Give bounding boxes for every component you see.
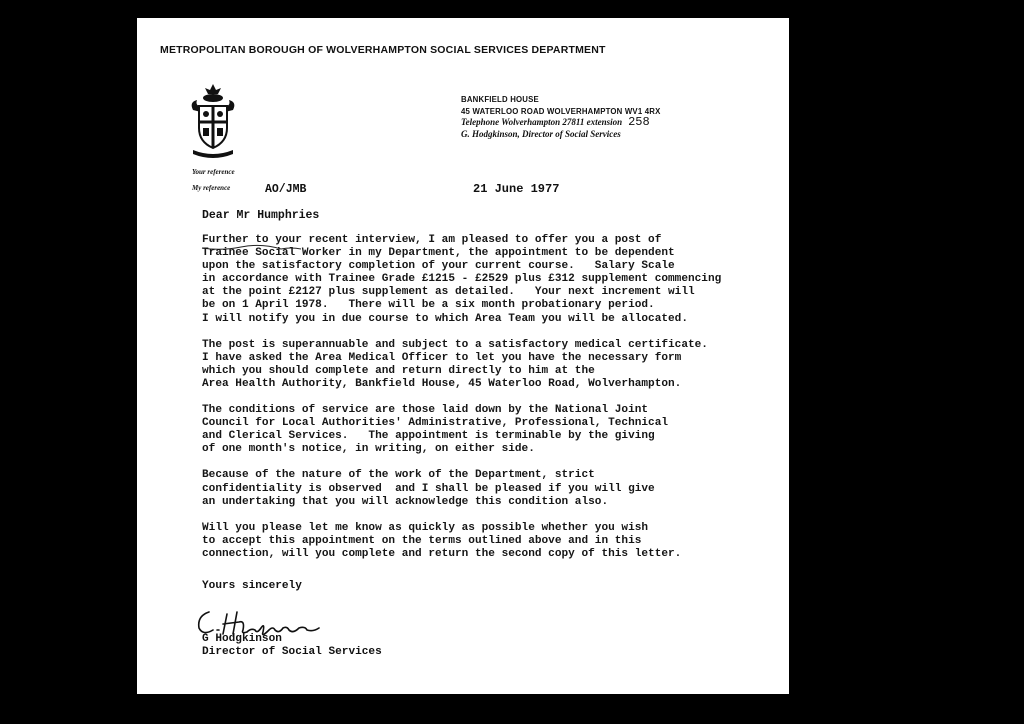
- telephone-label: Telephone Wolverhampton 27811 extension: [461, 117, 623, 127]
- closing: Yours sincerely: [202, 580, 302, 592]
- body-line: The conditions of service are those laid down by the National Joint: [202, 404, 649, 417]
- body-line: be on 1 April 1978. There will be a six month probationary period.: [202, 299, 655, 312]
- director-line: G. Hodgkinson, Director of Social Services: [461, 128, 621, 139]
- paragraph-acceptance: [202, 522, 782, 561]
- my-reference-label: My reference: [192, 184, 231, 192]
- telephone-line: [461, 117, 661, 129]
- signatory-name: G Hodgkinson: [202, 633, 282, 645]
- signatory-block: [202, 633, 382, 659]
- paragraph-offer: [202, 234, 782, 326]
- salutation: Dear Mr Humphries: [202, 209, 320, 222]
- paragraph-conditions: [202, 404, 782, 456]
- body-line: in accordance with Trainee Grade £1215 - £2529 plus £312 supplement commencing: [202, 273, 722, 286]
- letter-page: [137, 18, 789, 694]
- your-reference-label: Your reference: [192, 168, 235, 176]
- body-line: I will notify you in due course to which Area Team you will be allocated.: [202, 312, 688, 325]
- telephone-extension: 258: [628, 115, 650, 129]
- body-line: I have asked the Area Medical Officer to let you have the necessary form: [202, 351, 682, 364]
- body-line: Area Health Authority, Bankfield House, 45 Waterloo Road, Wolverhampton.: [202, 377, 682, 390]
- address-line-1: BANKFIELD HOUSE: [461, 95, 539, 104]
- body-line: Further to your recent interview, I am pleased to offer you a post of: [202, 234, 662, 246]
- letterhead-address: [461, 94, 661, 140]
- paragraph-medical: [202, 339, 782, 391]
- signatory-title: Director of Social Services: [202, 646, 382, 658]
- body-line: The post is superannuable and subject to a satisfactory medical certificate.: [202, 338, 708, 351]
- letter-date: 21 June 1977: [473, 182, 560, 196]
- body-line: an undertaking that you will acknowledge this condition also.: [202, 495, 609, 508]
- body-line: which you should complete and return directly to him at the: [202, 364, 595, 377]
- body-line: Because of the nature of the work of the Department, strict: [202, 469, 595, 482]
- body-line: Trainee Social Worker in my Department, the appointment to be dependent: [202, 247, 675, 260]
- body-line: Council for Local Authorities' Administrative, Professional, Technical: [202, 417, 669, 430]
- letter-body: [202, 234, 782, 574]
- body-line: and Clerical Services. The appointment is terminable by the giving: [202, 430, 655, 443]
- body-line: of one month's notice, in writing, on either side.: [202, 443, 535, 456]
- coat-of-arms-icon: [187, 82, 239, 158]
- body-line: to accept this appointment on the terms outlined above and in this: [202, 534, 642, 547]
- body-line: confidentiality is observed and I shall be pleased if you will give: [202, 482, 655, 495]
- address-line-2: 45 WATERLOO ROAD WOLVERHAMPTON WV1 4RX: [461, 106, 661, 116]
- body-line: connection, will you complete and return the second copy of this letter.: [202, 547, 682, 560]
- body-line: upon the satisfactory completion of your current course. Salary Scale: [202, 260, 675, 273]
- department-header: METROPOLITAN BOROUGH OF WOLVERHAMPTON SOCIAL SERVICES DEPARTMENT: [160, 44, 606, 56]
- body-line: at the point £2127 plus supplement as detailed. Your next increment will: [202, 286, 695, 299]
- my-reference-value: AO/JMB: [265, 183, 307, 196]
- body-line: Will you please let me know as quickly as possible whether you wish: [202, 521, 649, 534]
- paragraph-confidentiality: [202, 469, 782, 508]
